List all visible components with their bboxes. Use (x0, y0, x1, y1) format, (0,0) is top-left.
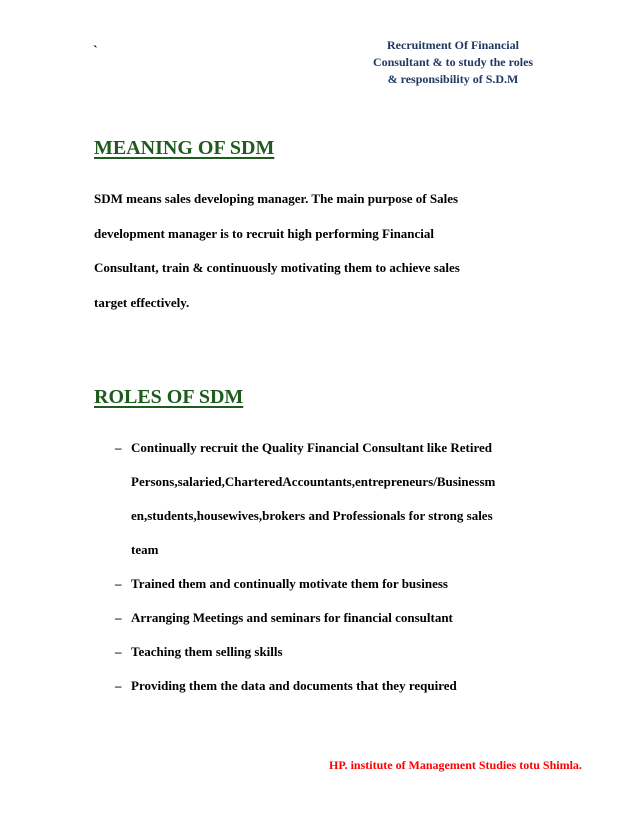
meaning-paragraph (94, 190, 534, 328)
header-line: Recruitment Of Financial (387, 38, 519, 52)
paragraph-line: target effectively. (94, 294, 190, 310)
list-item-line: en,students,housewives,brokers and Professionals for strong sales (131, 508, 493, 523)
list-item-line: Providing them the data and documents that they required (131, 678, 457, 693)
bullet-dash: – (115, 610, 122, 625)
list-item-line: Persons,salaried,CharteredAccountants,entrepreneurs/Businessm (131, 474, 496, 489)
header-line: & responsibility of S.D.M (387, 72, 519, 86)
list-item-line: Continually recruit the Quality Financial Consultant like Retired (131, 440, 493, 455)
list-item-line: team (131, 542, 159, 557)
page-mark: ` (93, 44, 98, 59)
paragraph-line: development manager is to recruit high performing Financial (94, 225, 435, 241)
roles-heading: ROLES OF SDM (94, 386, 244, 408)
page-footer: HP. institute of Management Studies totu Shimla. (329, 758, 582, 772)
roles-list (0, 439, 638, 711)
paragraph-line: SDM means sales developing manager. The main purpose of Sales (94, 191, 459, 206)
list-item-line: Trained them and continually motivate them for business (131, 576, 448, 591)
list-item-line: Teaching them selling skills (131, 644, 283, 659)
bullet-dash: – (115, 678, 122, 693)
list-item (0, 575, 638, 609)
running-header (353, 37, 553, 88)
list-item-line: Arranging Meetings and seminars for financial consultant (131, 610, 453, 625)
list-item (0, 609, 638, 643)
meaning-heading: MEANING OF SDM (94, 137, 275, 159)
list-item (0, 439, 638, 575)
bullet-dash: – (115, 576, 122, 591)
header-line: Consultant & to study the roles (372, 55, 534, 69)
bullet-dash: – (115, 644, 122, 659)
list-item (0, 643, 638, 677)
bullet-dash: – (115, 440, 122, 455)
paragraph-line: Consultant, train & continuously motivating them to achieve sales (94, 260, 460, 275)
list-item (0, 677, 638, 711)
